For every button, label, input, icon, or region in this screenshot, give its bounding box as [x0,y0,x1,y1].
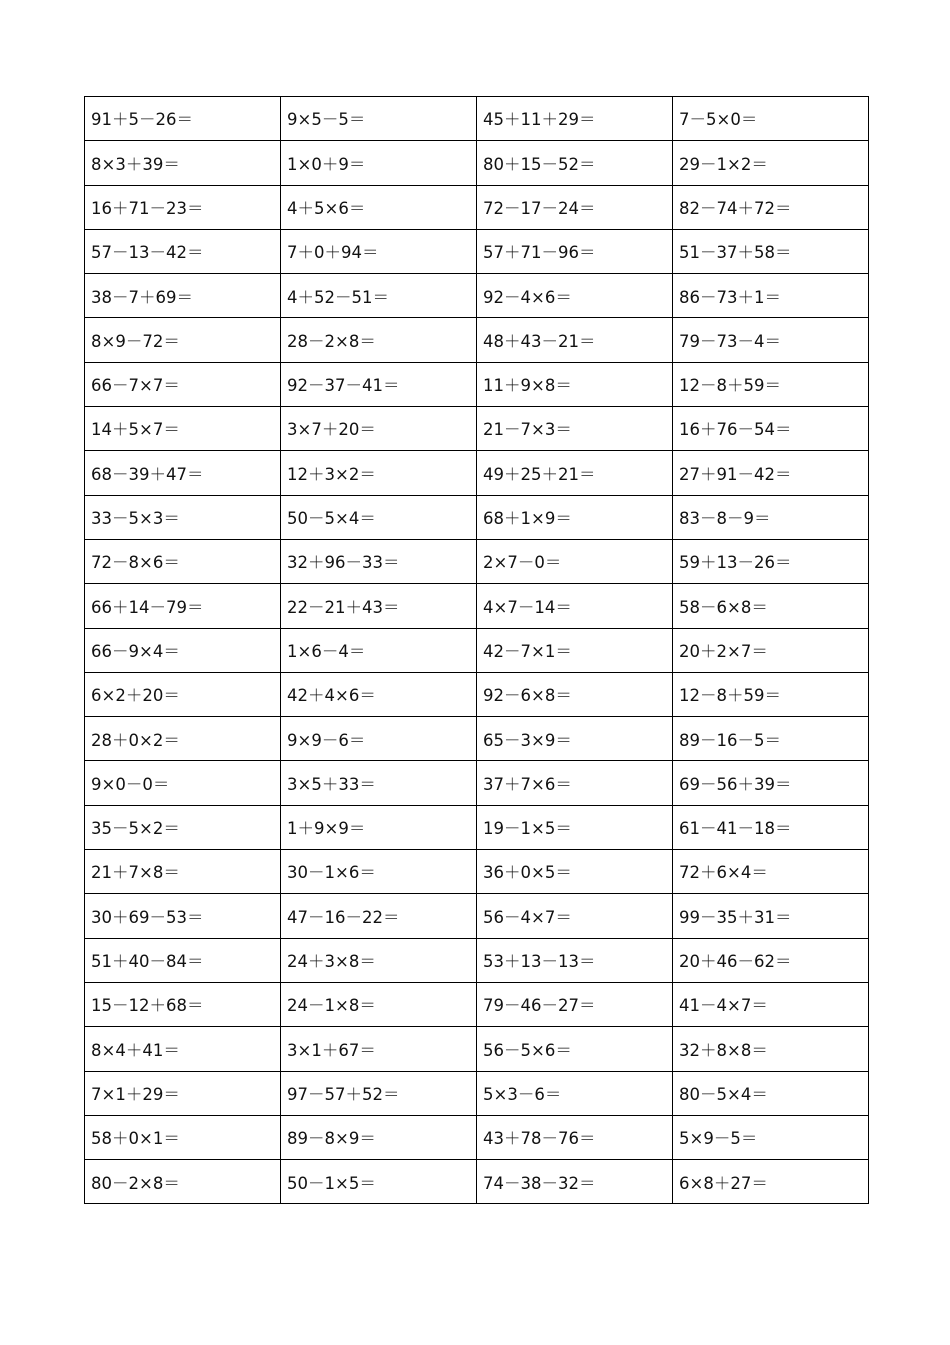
arithmetic-problem-cell: 5×9－5＝ [673,1115,869,1159]
worksheet-row [85,451,869,495]
worksheet-row [85,672,869,716]
arithmetic-problem-cell: 9×9－6＝ [281,717,477,761]
arithmetic-problem-cell: 35－5×2＝ [85,805,281,849]
arithmetic-problem-cell: 1×6－4＝ [281,628,477,672]
arithmetic-problem-cell: 72－17－24＝ [477,185,673,229]
worksheet-row [85,274,869,318]
arithmetic-problem-cell: 28－2×8＝ [281,318,477,362]
arithmetic-problem-cell: 74－38－32＝ [477,1160,673,1204]
worksheet-row [85,362,869,406]
arithmetic-problem-cell: 59＋13－26＝ [673,539,869,583]
arithmetic-problem-cell: 9×5－5＝ [281,97,477,141]
arithmetic-problem-cell: 43＋78－76＝ [477,1115,673,1159]
worksheet-row [85,938,869,982]
arithmetic-problem-cell: 42－7×1＝ [477,628,673,672]
arithmetic-problem-cell: 69－56＋39＝ [673,761,869,805]
arithmetic-problem-cell: 5×3－6＝ [477,1071,673,1115]
arithmetic-problem-cell: 14＋5×7＝ [85,407,281,451]
arithmetic-problem-cell: 9×0－0＝ [85,761,281,805]
arithmetic-problem-cell: 99－35＋31＝ [673,894,869,938]
arithmetic-problem-cell: 82－74＋72＝ [673,185,869,229]
arithmetic-problem-cell: 20＋2×7＝ [673,628,869,672]
arithmetic-worksheet-table [84,96,869,1204]
arithmetic-problem-cell: 3×1＋67＝ [281,1027,477,1071]
worksheet-row [85,805,869,849]
arithmetic-problem-cell: 6×8＋27＝ [673,1160,869,1204]
worksheet-row [85,894,869,938]
arithmetic-problem-cell: 48＋43－21＝ [477,318,673,362]
arithmetic-problem-cell: 89－8×9＝ [281,1115,477,1159]
arithmetic-problem-cell: 41－4×7＝ [673,982,869,1026]
arithmetic-problem-cell: 24＋3×8＝ [281,938,477,982]
arithmetic-problem-cell: 2×7－0＝ [477,539,673,583]
arithmetic-problem-cell: 19－1×5＝ [477,805,673,849]
arithmetic-problem-cell: 28＋0×2＝ [85,717,281,761]
arithmetic-problem-cell: 3×7＋20＝ [281,407,477,451]
arithmetic-problem-cell: 58＋0×1＝ [85,1115,281,1159]
arithmetic-problem-cell: 51＋40－84＝ [85,938,281,982]
arithmetic-problem-cell: 20＋46－62＝ [673,938,869,982]
arithmetic-problem-cell: 30－1×6＝ [281,850,477,894]
arithmetic-problem-cell: 49＋25＋21＝ [477,451,673,495]
arithmetic-problem-cell: 80－5×4＝ [673,1071,869,1115]
arithmetic-problem-cell: 36＋0×5＝ [477,850,673,894]
arithmetic-problem-cell: 38－7＋69＝ [85,274,281,318]
arithmetic-problem-cell: 79－46－27＝ [477,982,673,1026]
arithmetic-problem-cell: 27＋91－42＝ [673,451,869,495]
arithmetic-problem-cell: 91＋5－26＝ [85,97,281,141]
arithmetic-problem-cell: 51－37＋58＝ [673,229,869,273]
arithmetic-problem-cell: 86－73＋1＝ [673,274,869,318]
arithmetic-problem-cell: 50－1×5＝ [281,1160,477,1204]
arithmetic-problem-cell: 89－16－5＝ [673,717,869,761]
worksheet-row [85,1115,869,1159]
arithmetic-problem-cell: 12－8＋59＝ [673,672,869,716]
worksheet-row [85,628,869,672]
arithmetic-problem-cell: 80－2×8＝ [85,1160,281,1204]
arithmetic-problem-cell: 16＋71－23＝ [85,185,281,229]
worksheet-row [85,539,869,583]
arithmetic-problem-cell: 37＋7×6＝ [477,761,673,805]
arithmetic-problem-cell: 11＋9×8＝ [477,362,673,406]
arithmetic-problem-cell: 45＋11＋29＝ [477,97,673,141]
worksheet-row [85,761,869,805]
arithmetic-problem-cell: 7＋0＋94＝ [281,229,477,273]
worksheet-row [85,850,869,894]
arithmetic-problem-cell: 7×1＋29＝ [85,1071,281,1115]
arithmetic-problem-cell: 33－5×3＝ [85,495,281,539]
arithmetic-problem-cell: 57＋71－96＝ [477,229,673,273]
arithmetic-problem-cell: 21＋7×8＝ [85,850,281,894]
arithmetic-problem-cell: 66－9×4＝ [85,628,281,672]
arithmetic-problem-cell: 8×4＋41＝ [85,1027,281,1071]
arithmetic-problem-cell: 47－16－22＝ [281,894,477,938]
arithmetic-problem-cell: 32＋96－33＝ [281,539,477,583]
arithmetic-problem-cell: 66－7×7＝ [85,362,281,406]
arithmetic-problem-cell: 42＋4×6＝ [281,672,477,716]
arithmetic-problem-cell: 16＋76－54＝ [673,407,869,451]
arithmetic-problem-cell: 65－3×9＝ [477,717,673,761]
arithmetic-problem-cell: 72＋6×4＝ [673,850,869,894]
arithmetic-problem-cell: 50－5×4＝ [281,495,477,539]
arithmetic-problem-cell: 15－12＋68＝ [85,982,281,1026]
arithmetic-problem-cell: 92－4×6＝ [477,274,673,318]
worksheet-row [85,407,869,451]
worksheet-row [85,1160,869,1204]
worksheet-row [85,1027,869,1071]
arithmetic-problem-cell: 56－4×7＝ [477,894,673,938]
arithmetic-problem-cell: 4×7－14＝ [477,584,673,628]
arithmetic-problem-cell: 97－57＋52＝ [281,1071,477,1115]
arithmetic-problem-cell: 6×2＋20＝ [85,672,281,716]
arithmetic-problem-cell: 68＋1×9＝ [477,495,673,539]
arithmetic-problem-cell: 66＋14－79＝ [85,584,281,628]
arithmetic-problem-cell: 7－5×0＝ [673,97,869,141]
arithmetic-problem-cell: 57－13－42＝ [85,229,281,273]
arithmetic-problem-cell: 3×5＋33＝ [281,761,477,805]
arithmetic-problem-cell: 24－1×8＝ [281,982,477,1026]
arithmetic-problem-cell: 72－8×6＝ [85,539,281,583]
arithmetic-problem-cell: 22－21＋43＝ [281,584,477,628]
worksheet-row [85,717,869,761]
arithmetic-problem-cell: 68－39＋47＝ [85,451,281,495]
arithmetic-problem-cell: 58－6×8＝ [673,584,869,628]
worksheet-row [85,97,869,141]
worksheet-row [85,1071,869,1115]
arithmetic-problem-cell: 53＋13－13＝ [477,938,673,982]
arithmetic-problem-cell: 8×3＋39＝ [85,141,281,185]
arithmetic-problem-cell: 80＋15－52＝ [477,141,673,185]
worksheet-row [85,584,869,628]
arithmetic-problem-cell: 29－1×2＝ [673,141,869,185]
arithmetic-problem-cell: 92－6×8＝ [477,672,673,716]
arithmetic-problem-cell: 79－73－4＝ [673,318,869,362]
worksheet-row [85,185,869,229]
worksheet-row [85,141,869,185]
arithmetic-problem-cell: 12－8＋59＝ [673,362,869,406]
worksheet-row [85,982,869,1026]
arithmetic-problem-cell: 61－41－18＝ [673,805,869,849]
worksheet-body [85,97,869,1204]
arithmetic-problem-cell: 4＋5×6＝ [281,185,477,229]
arithmetic-problem-cell: 12＋3×2＝ [281,451,477,495]
arithmetic-problem-cell: 92－37－41＝ [281,362,477,406]
arithmetic-problem-cell: 83－8－9＝ [673,495,869,539]
arithmetic-problem-cell: 1＋9×9＝ [281,805,477,849]
arithmetic-problem-cell: 21－7×3＝ [477,407,673,451]
worksheet-row [85,229,869,273]
arithmetic-problem-cell: 30＋69－53＝ [85,894,281,938]
worksheet-row [85,318,869,362]
arithmetic-problem-cell: 1×0＋9＝ [281,141,477,185]
arithmetic-problem-cell: 32＋8×8＝ [673,1027,869,1071]
worksheet-row [85,495,869,539]
arithmetic-problem-cell: 8×9－72＝ [85,318,281,362]
arithmetic-problem-cell: 4＋52－51＝ [281,274,477,318]
arithmetic-problem-cell: 56－5×6＝ [477,1027,673,1071]
